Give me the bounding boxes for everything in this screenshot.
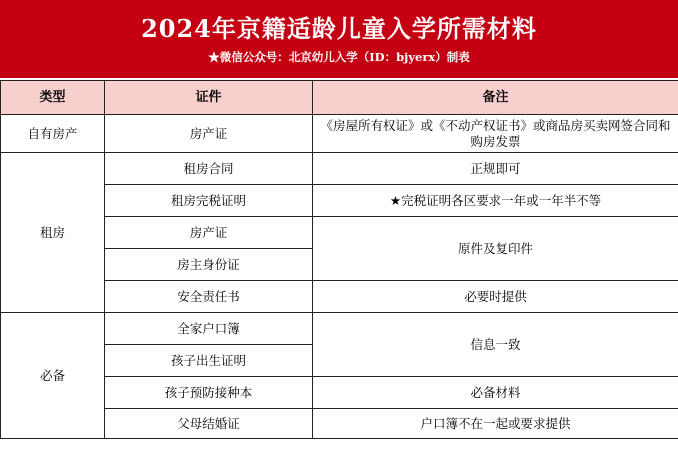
type-cell: 租房: [1, 153, 105, 313]
note-cell: 原件及复印件: [313, 217, 678, 281]
document-cell: 父母结婚证: [105, 409, 313, 439]
document-cell: 租房合同: [105, 153, 313, 185]
table-row: [1, 115, 678, 153]
document-cell: 房产证: [105, 115, 313, 153]
note-cell: 必备材料: [313, 377, 678, 409]
note-cell: 正规即可: [313, 153, 678, 185]
credit-line: ★微信公众号：北京幼儿入学（ID：bjyerx）制表: [208, 50, 470, 64]
type-cell: 自有房产: [1, 115, 105, 153]
column-header-document: 证件: [105, 81, 313, 115]
document-cell: 租房完税证明: [105, 185, 313, 217]
note-cell: 必要时提供: [313, 281, 678, 313]
page-title: 2024年京籍适龄儿童入学所需材料: [141, 14, 537, 43]
header-row: [1, 81, 678, 115]
table-row: [1, 313, 678, 345]
title-banner: [0, 0, 678, 78]
note-cell: 《房屋所有权证》或《不动产权证书》或商品房买卖网签合同和购房发票: [313, 115, 678, 153]
document-cell: 安全责任书: [105, 281, 313, 313]
document-cell: 孩子预防接种本: [105, 377, 313, 409]
column-header-type: 类型: [1, 81, 105, 115]
note-cell: 户口簿不在一起或要求提供: [313, 409, 678, 439]
document-cell: 房主身份证: [105, 249, 313, 281]
type-cell: 必备: [1, 313, 105, 439]
document-cell: 孩子出生证明: [105, 345, 313, 377]
column-header-note: 备注: [313, 81, 678, 115]
note-cell: ★完税证明各区要求一年或一年半不等: [313, 185, 678, 217]
materials-table: [0, 80, 678, 439]
document-cell: 全家户口簿: [105, 313, 313, 345]
table-row: [1, 153, 678, 185]
note-cell: 信息一致: [313, 313, 678, 377]
document-cell: 房产证: [105, 217, 313, 249]
